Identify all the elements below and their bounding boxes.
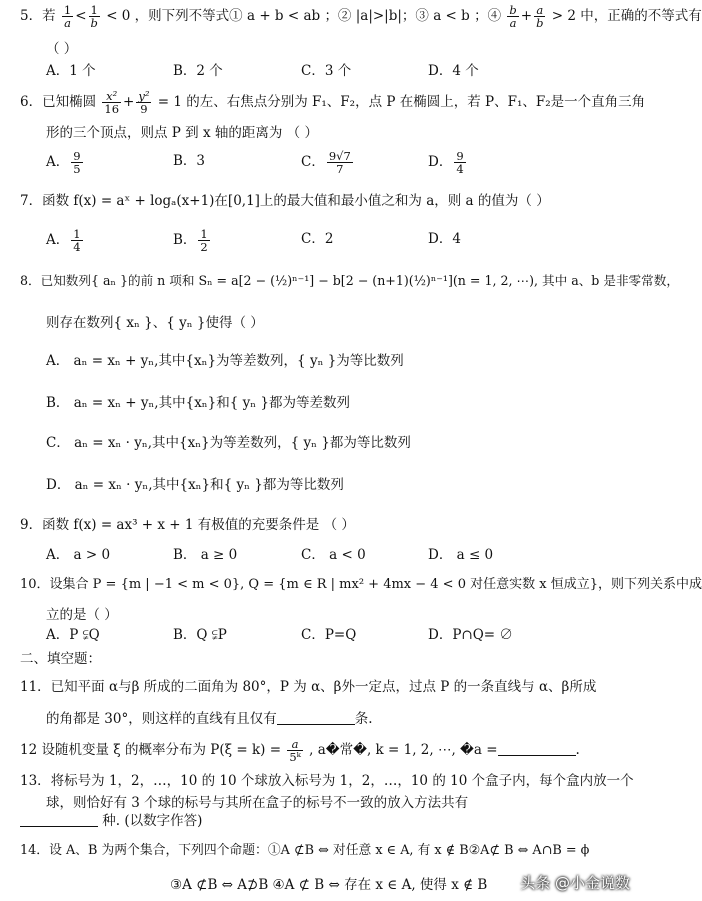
q10-options	[46, 624, 606, 646]
q6-line1: 6．已知椭圆 $\frac{\text{x²}}{16}$ + $\frac{\text{y²}}{9}$ = 1 的左、右焦点分别为 F₁、F₂，点 P 在椭圆上，若 P、F₁、F₂是一个直角三角	[20, 89, 646, 116]
q13-line1: 13．将标号为 1，2，…，10 的 10 个球放入标号为 1，2，…，10 的 10 个盒子内，每个盒内放一个	[20, 773, 634, 789]
q5-frac-1b: $\frac{1}{b}$	[90, 3, 98, 30]
q6-suffix: = 1 的左、右焦点分别为 F₁、F₂，点 P 在椭圆上，若 P、F₁、F₂是一个直角三角	[157, 94, 646, 110]
q10-line1: 10．设集合 P = {m | −1 < m < 0}, Q = {m ∈ R | mx² + 4mx − 4 < 0 对任意实数 x 恒成立}，则下列关系中成	[20, 577, 702, 592]
q5-frac-1a: $\frac{1}{a}$	[63, 3, 72, 30]
q14-line2: ③A ⊄B ⇔ A⊅B ④A ⊄ B ⇔ 存在 x ∈ A, 使得 x ∉ B	[170, 877, 488, 893]
q5-middle: < 0 ，则下列不等式① a + b < ab ；② |a|>|b|；③ a < b ；④	[106, 8, 502, 24]
q11-blank[interactable]	[277, 712, 355, 725]
q7-option-a: A． $\frac{1}{4}$	[46, 227, 81, 254]
q5-options	[46, 60, 606, 82]
q9-options	[46, 544, 606, 566]
q10-option-b: B．Q ⫋P	[173, 627, 227, 643]
q9-option-a: A． a > 0	[46, 547, 111, 563]
q9-option-d: D． a ≤ 0	[428, 547, 494, 563]
section-heading: 二、填空题：	[20, 651, 101, 667]
q13-blank[interactable]	[20, 814, 98, 827]
q8-option-c: C． aₙ = xₙ · yₙ,其中{xₙ}为等差数列，{ yₙ }都为等比数列	[46, 435, 411, 451]
q13-line3: 种. (以数字作答)	[20, 812, 202, 830]
q6-option-c: C． $\frac{9√7}{7}$	[301, 149, 351, 176]
q7-line1: 7．函数 f(x) = aˣ + logₐ(x+1)在[0,1]上的最大值和最小值之和为 a，则 a 的值为（ ）	[20, 193, 550, 209]
q6-frac-y2: $\frac{\text{y²}}{9}$	[138, 89, 150, 116]
q6-option-a: A． $\frac{9}{5}$	[46, 149, 81, 176]
q6-line2: 形的三个顶点，则点 P 到 x 轴的距离为 （ ）	[46, 125, 318, 141]
q5-option-c: C．3 个	[301, 63, 352, 79]
q5-frac-ba: $\frac{b}{a}$	[509, 3, 517, 30]
q13-line2: 球，则恰好有 3 个球的标号与其所在盒子的标号不一致的放入方法共有	[46, 795, 469, 811]
q12-blank[interactable]	[498, 743, 576, 756]
q8-option-b: B． aₙ = xₙ + yₙ,其中{xₙ}和{ yₙ }都为等差数列	[46, 395, 350, 411]
q14-line1: 14．设 A、B 为两个集合，下列四个命题：①A ⊄B ⇔ 对任意 x ∈ A, 有 x ∉ B②A⊄ B ⇔ A∩B = ϕ	[20, 843, 590, 858]
q5-prefix: 5．若	[20, 8, 56, 24]
q12-line1: 12 设随机变量 ξ 的概率分布为 P(ξ = k) = $\frac{a}{\text{5ᵏ}}$ , a�常�, k = 1, 2, ⋯, �a = .	[20, 737, 580, 764]
q5-option-d: D．4 个	[428, 63, 479, 79]
q5-suffix: > 2 中，正确的不等式有	[551, 8, 702, 24]
q5-paren: （ ）	[46, 41, 78, 57]
q6-options	[46, 150, 606, 180]
q11-line1: 11．已知平面 α与β 所成的二面角为 80°，P 为 α、β外一定点，过点 P 的一条直线与 α、β所成	[20, 679, 597, 695]
q5-option-a: A．1 个	[46, 63, 96, 79]
q6-option-d: D． $\frac{9}{4}$	[428, 149, 464, 176]
q10-line2: 立的是（ ）	[46, 607, 118, 623]
q8-line2: 则存在数列{ xₙ }、{ yₙ }使得（ ）	[46, 315, 264, 331]
q7-options	[46, 228, 606, 258]
q6-prefix: 6．已知椭圆	[20, 94, 97, 110]
watermark: 头条 @小金说数	[520, 874, 630, 892]
q9-line1: 9．函数 f(x) = ax³ + x + 1 有极值的充要条件是 （ ）	[20, 517, 355, 533]
q5-frac-ab: $\frac{a}{b}$	[536, 3, 544, 30]
q8-option-a: A． aₙ = xₙ + yₙ,其中{xₙ}为等差数列，{ yₙ }为等比数列	[46, 353, 404, 369]
q11-line2: 的角都是 30°，则这样的直线有且仅有 条.	[46, 711, 373, 727]
q7-option-d: D．4	[428, 231, 461, 247]
q5-line1: 5．若 $\frac{1}{a}$ < $\frac{1}{b}$ < 0 ，则下列不等式① a + b < ab ；② |a|>|b|；③ a < b ；④ $\frac{b}{a}$ + $\frac{a}{b}$ > 2 中，正确的不等式有	[20, 3, 702, 30]
q7-option-b: B． $\frac{1}{2}$	[173, 227, 208, 254]
q8-option-d: D． aₙ = xₙ · yₙ,其中{xₙ}和{ yₙ }都为等比数列	[46, 477, 344, 493]
q8-line1: 8．已知数列{ aₙ }的前 n 项和 Sₙ = a[2 − (½)ⁿ⁻¹] − b[2 − (n+1)(½)ⁿ⁻¹](n = 1, 2, ⋯), 其中 a、b 是非零常数，	[20, 273, 679, 288]
q6-option-b: B．3	[173, 153, 206, 169]
q10-option-a: A．P ⫋Q	[46, 627, 100, 643]
q10-option-c: C．P=Q	[301, 627, 357, 643]
q12-frac: $\frac{a}{\text{5ᵏ}}$	[289, 737, 301, 764]
q10-option-d: D．P∩Q= ∅	[428, 627, 513, 643]
q7-option-c: C．2	[301, 231, 334, 247]
q9-option-b: B． a ≥ 0	[173, 547, 238, 563]
q5-option-b: B．2 个	[173, 63, 223, 79]
q6-frac-x2: $\frac{\text{x²}}{16}$	[104, 89, 120, 116]
q9-option-c: C． a < 0	[301, 547, 366, 563]
